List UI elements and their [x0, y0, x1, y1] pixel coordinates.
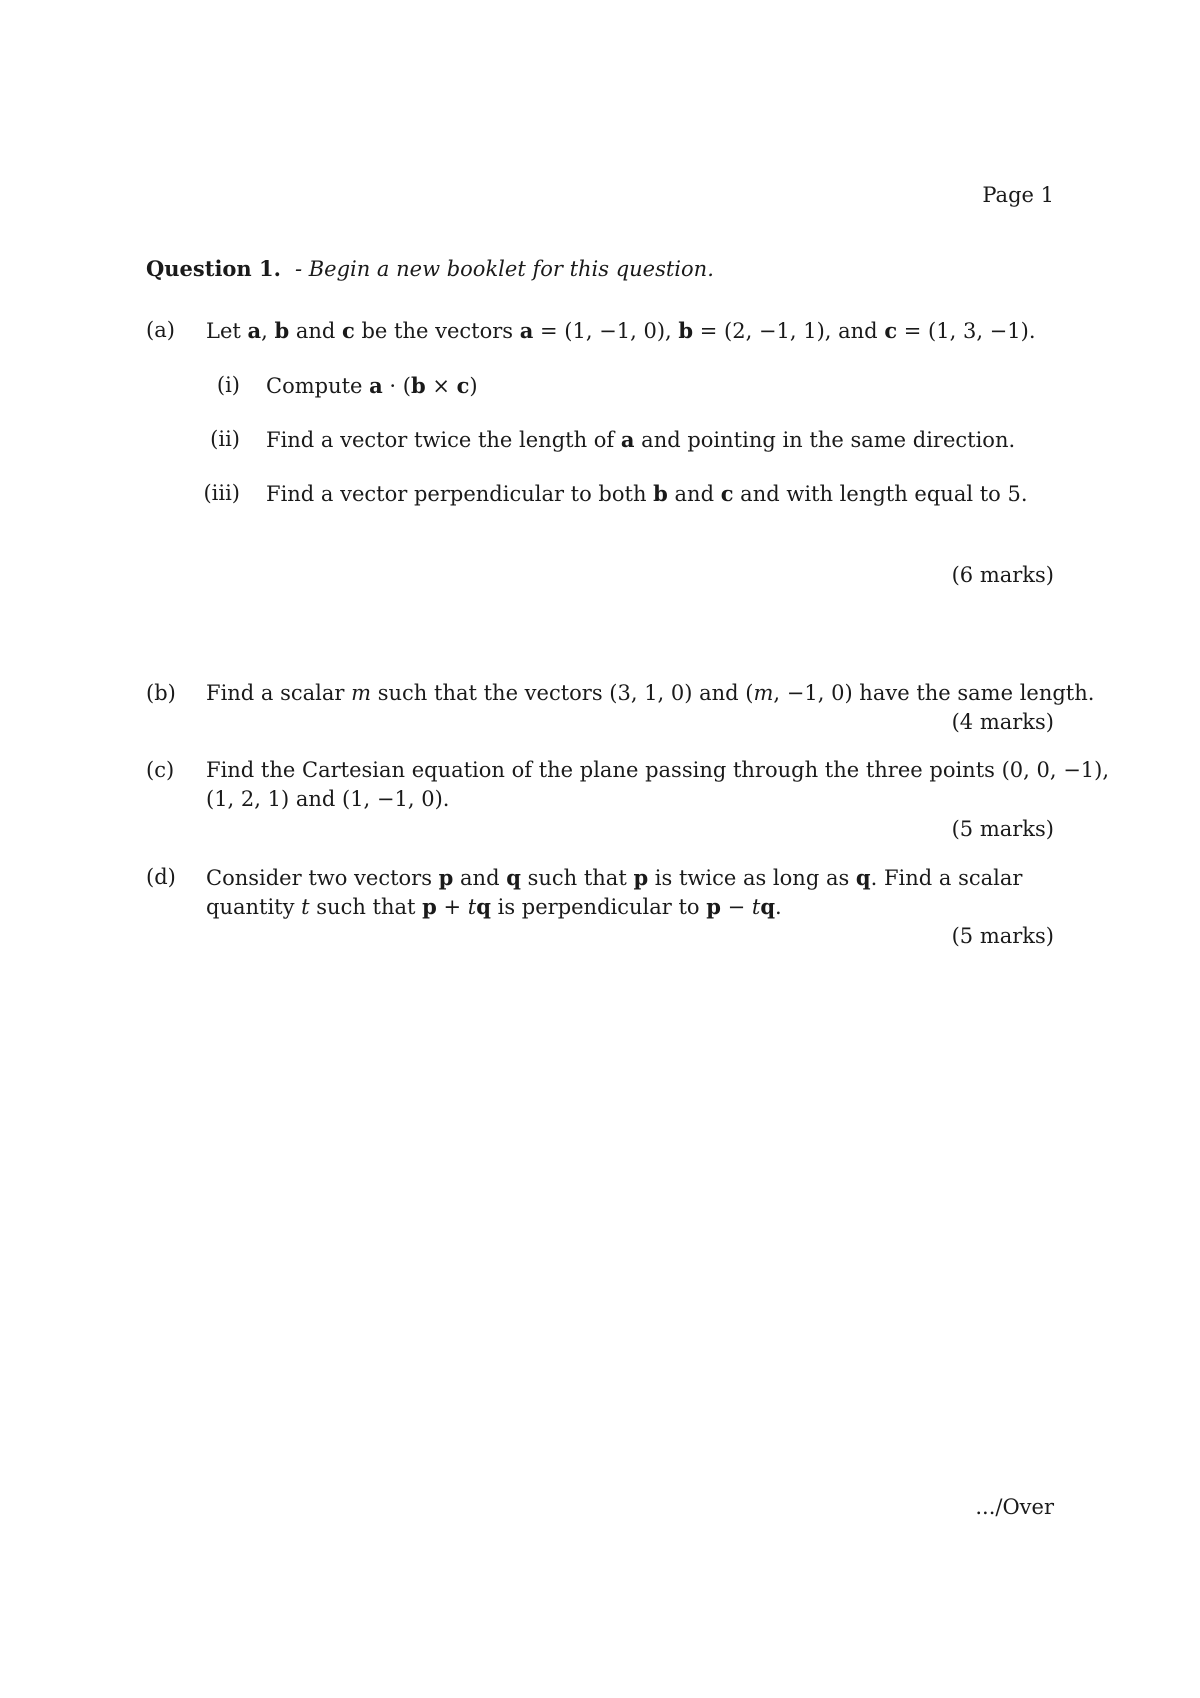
vector-p: p: [438, 865, 454, 890]
vector-q: q: [476, 894, 491, 919]
text: . Find a scalar: [870, 866, 1023, 890]
text: and with length equal to 5.: [733, 482, 1028, 506]
subpart-iii-text: [266, 481, 1028, 506]
vector-a: a: [620, 427, 635, 452]
text: Find a vector twice the length of: [266, 428, 621, 452]
subpart-i-text: [266, 373, 478, 398]
part-d-label: (d): [146, 865, 176, 889]
part-b-text: [206, 681, 1094, 705]
scalar-m: m: [351, 681, 372, 705]
text: Let: [206, 319, 248, 343]
vector-c: c: [720, 481, 734, 506]
vector-p: p: [706, 894, 721, 919]
minus-sign: −: [720, 895, 752, 919]
subpart-iii-label: (iii): [203, 481, 240, 505]
part-d-marks: (5 marks): [951, 924, 1054, 948]
part-d-line-2: [206, 894, 782, 919]
scalar-t: t: [751, 895, 761, 919]
vector-b: b: [678, 318, 694, 343]
text: ): [469, 374, 478, 398]
vector-a: a: [247, 318, 262, 343]
scalar-t: t: [467, 895, 477, 919]
text: quantity: [206, 895, 302, 919]
page-number: Page 1: [982, 183, 1054, 207]
vector-q: q: [760, 894, 776, 919]
text: such that the vectors (3, 1, 0) and (: [371, 681, 754, 705]
text: Consider two vectors: [206, 866, 439, 890]
part-c-line-1: Find the Cartesian equation of the plane passing through the three points (0, 0, −1),: [206, 758, 1110, 782]
text: and: [453, 866, 507, 890]
text: = (2, −1, 1), and: [693, 319, 885, 343]
question-heading: [146, 256, 714, 281]
text: Find a vector perpendicular to both: [266, 482, 654, 506]
vector-c: c: [342, 318, 355, 343]
text: ×: [425, 374, 457, 398]
question-note: - Begin a new booklet for this question.: [294, 257, 714, 281]
part-b-marks: (4 marks): [951, 710, 1054, 734]
subpart-ii-text: [266, 427, 1015, 452]
text: and: [289, 319, 342, 343]
scalar-m: m: [753, 681, 774, 705]
part-c-marks: (5 marks): [951, 817, 1054, 841]
text: ,: [261, 319, 275, 343]
vector-c: c: [456, 373, 470, 398]
vector-p: p: [633, 865, 649, 890]
text: such that: [520, 866, 634, 890]
part-a-marks: (6 marks): [951, 563, 1054, 587]
question-label: Question 1.: [146, 256, 281, 281]
vector-a: a: [369, 373, 383, 398]
vector-p: p: [422, 894, 437, 919]
text: and pointing in the same direction.: [634, 428, 1016, 452]
part-c-line-2: (1, 2, 1) and (1, −1, 0).: [206, 787, 450, 811]
text: Find a scalar: [206, 681, 352, 705]
subpart-ii-label: (ii): [210, 427, 240, 451]
vector-b: b: [653, 481, 668, 506]
text: · (: [382, 374, 411, 398]
vector-q: q: [855, 865, 871, 890]
vector-c: c: [884, 318, 898, 343]
text: .: [775, 895, 782, 919]
part-a-label: (a): [146, 318, 175, 342]
vector-b: b: [274, 318, 290, 343]
part-b-label: (b): [146, 681, 176, 705]
part-a-text: [206, 318, 1036, 343]
part-c-label: (c): [146, 758, 175, 782]
text: is twice as long as: [648, 866, 856, 890]
part-d-line-1: [206, 865, 1022, 890]
vector-a: a: [519, 318, 534, 343]
vector-b: b: [410, 373, 426, 398]
scalar-t: t: [301, 895, 310, 919]
text: = (1, −1, 0),: [533, 319, 679, 343]
text: be the vectors: [354, 319, 520, 343]
text: Compute: [266, 374, 370, 398]
text: such that: [309, 895, 423, 919]
text: , −1, 0) have the same length.: [773, 681, 1095, 705]
plus-sign: +: [436, 895, 468, 919]
text: = (1, 3, −1).: [897, 319, 1036, 343]
text: and: [667, 482, 721, 506]
vector-q: q: [506, 865, 521, 890]
subpart-i-label: (i): [216, 373, 240, 397]
footer-over: .../Over: [975, 1495, 1054, 1519]
text: is perpendicular to: [490, 895, 707, 919]
